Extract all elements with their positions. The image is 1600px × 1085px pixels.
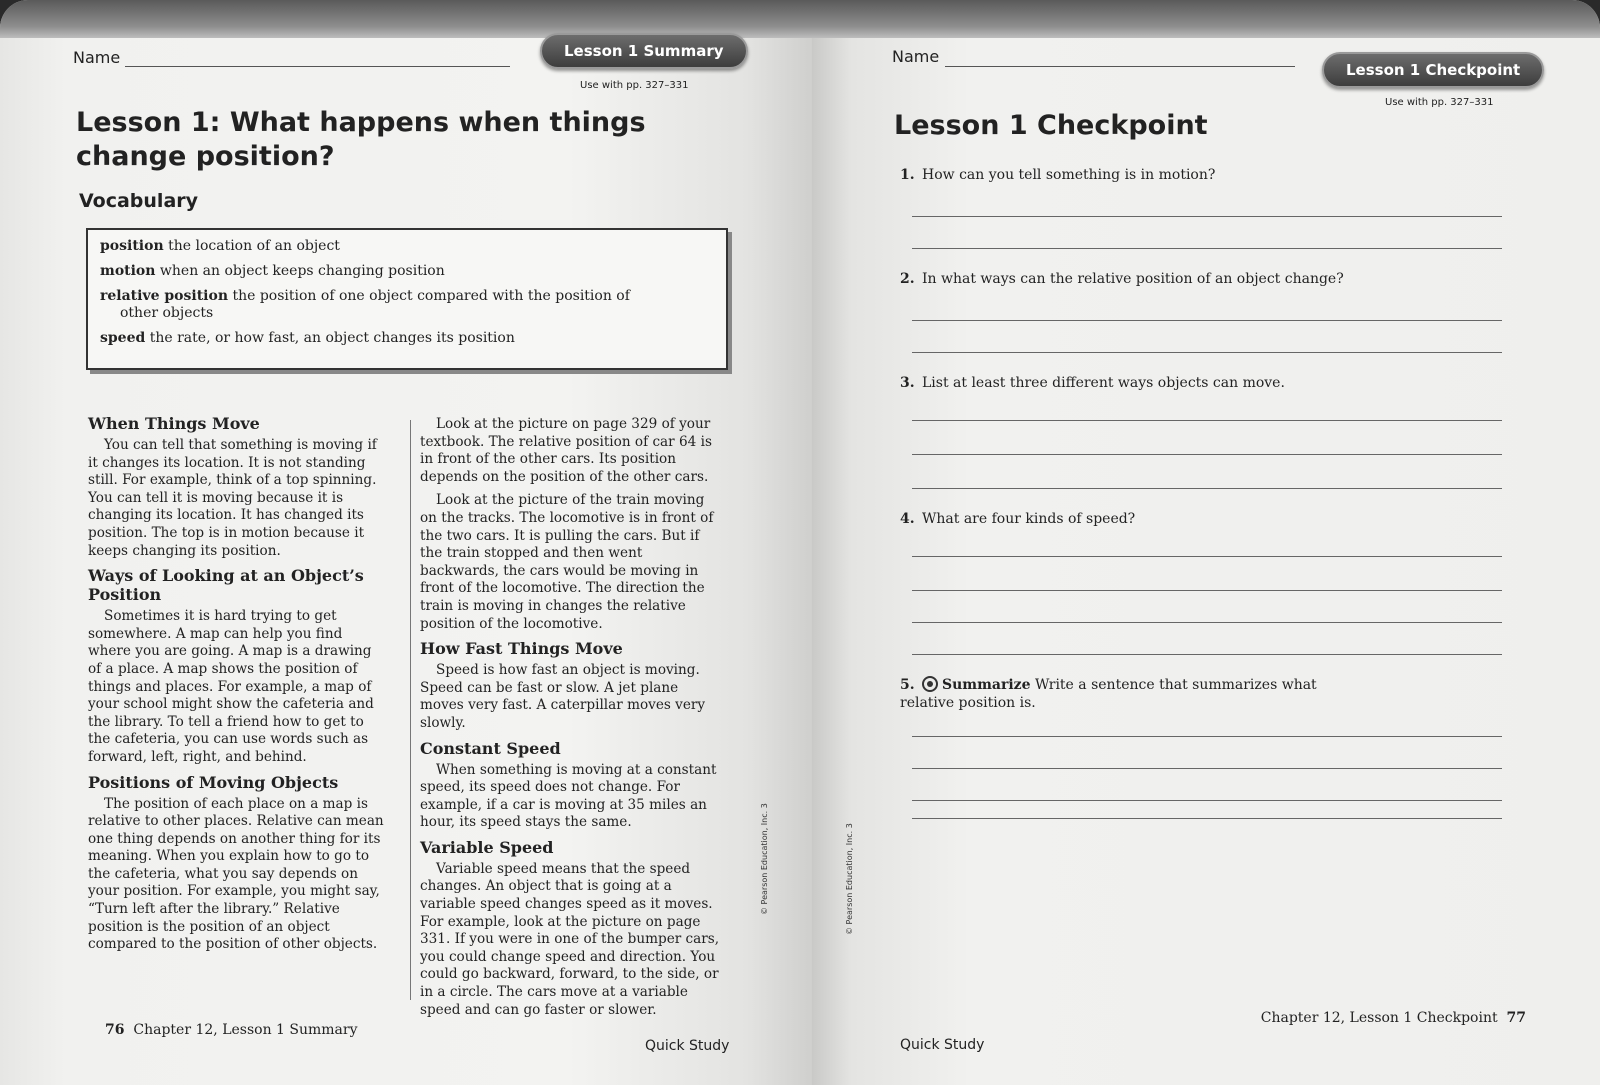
left-column <box>88 414 388 960</box>
vocab-item: speed the rate, or how fast, an object changes its position <box>100 330 515 346</box>
section-heading: When Things Move <box>88 414 260 433</box>
right-page-top-band <box>812 0 1600 38</box>
right-page <box>812 0 1600 1085</box>
answer-line[interactable] <box>912 488 1502 489</box>
answer-line[interactable] <box>912 768 1502 769</box>
section-heading: Variable Speed <box>420 837 554 857</box>
answer-line[interactable] <box>912 216 1502 217</box>
use-with-pages: Use with pp. 327–331 <box>580 80 689 91</box>
answer-line[interactable] <box>912 320 1502 321</box>
copyright-notice: © Pearson Education, Inc. 3 <box>845 823 854 935</box>
answer-line[interactable] <box>912 622 1502 623</box>
answer-line[interactable] <box>912 454 1502 455</box>
answer-line[interactable] <box>912 420 1502 421</box>
answer-line[interactable] <box>912 248 1502 249</box>
question-1: 1. How can you tell something is in motion? <box>900 167 1216 183</box>
paragraph: Variable speed means that the speed changes. An object that is going at a variable speed changes speed as it moves. For example, look at the picture on page 331. If you were in one of the bumper cars, you could change speed and direction. You could go backward, forward, to the side, or in a circle. The cars move at a variable speed and can go faster or slower. <box>420 860 720 1018</box>
page-title: Lesson 1 Checkpoint <box>894 110 1208 141</box>
question-2: 2. In what ways can the relative position of an object change? <box>900 271 1344 287</box>
page-number: 76 <box>105 1022 125 1038</box>
quick-study-label: Quick Study <box>645 1038 730 1054</box>
footer: Chapter 12, Lesson 1 Checkpoint 77 <box>1260 1010 1526 1026</box>
answer-line[interactable] <box>912 800 1502 801</box>
question-4: 4. What are four kinds of speed? <box>900 511 1136 527</box>
use-with-pages: Use with pp. 327–331 <box>1385 97 1494 108</box>
paragraph: Look at the picture of the train moving on the tracks. The locomotive is in front of the two cars. It is pulling the cars. But if the train stopped and then went backwards, the cars would be moving in front of the locomotive. The direction the train is moving in changes the relative position of the locomotive. <box>420 492 714 632</box>
vocabulary-box <box>86 228 728 370</box>
footer: 76 Chapter 12, Lesson 1 Summary <box>105 1022 358 1038</box>
paragraph: Speed is how fast an object is moving. Speed can be fast or slow. A jet plane moves very fast. A caterpillar moves very slowly. <box>420 662 706 731</box>
summarize-icon <box>922 676 938 692</box>
name-line <box>125 66 510 67</box>
quick-study-label: Quick Study <box>900 1037 985 1053</box>
copyright-notice: © Pearson Education, Inc. 3 <box>760 803 769 915</box>
section-heading: Constant Speed <box>420 738 561 758</box>
vocab-item: relative position the position of one object compared with the position of other objects <box>100 288 630 321</box>
lesson-summary-badge: Lesson 1 Summary <box>540 33 748 69</box>
paragraph: Look at the picture on page 329 of your textbook. The relative position of car 64 is in front of the other cars. Its position depends on the position of the other cars. <box>420 416 712 485</box>
right-column <box>420 416 720 1025</box>
page-title: Lesson 1: What happens when things change position? <box>76 107 646 172</box>
answer-line[interactable] <box>912 352 1502 353</box>
paragraph: When something is moving at a constant speed, its speed does not change. For example, if a car is moving at 35 miles an hour, its speed stays the same. <box>420 761 717 831</box>
lesson-checkpoint-badge: Lesson 1 Checkpoint <box>1322 52 1544 88</box>
paragraph: You can tell that something is moving if it changes its location. It is not standing still. For example, think of a top spinning. You can tell it is moving because it is changing its location. It has changed its position. The top is in motion because it keeps changing its position. <box>88 437 377 559</box>
vocabulary-heading: Vocabulary <box>79 190 199 212</box>
answer-line[interactable] <box>912 654 1502 655</box>
answer-line[interactable] <box>912 736 1502 737</box>
section-heading: Positions of Moving Objects <box>88 772 339 792</box>
section-heading: How Fast Things Move <box>420 639 623 659</box>
section-heading: Ways of Looking at an Object’s Position <box>88 566 364 605</box>
question-3: 3. List at least three different ways objects can move. <box>900 375 1285 391</box>
name-label: Name <box>73 48 121 67</box>
name-line <box>945 66 1295 67</box>
question-5: 5. Summarize Write a sentence that summarizes what relative position is. <box>900 677 1317 711</box>
column-divider <box>410 420 411 1000</box>
answer-line[interactable] <box>912 590 1502 591</box>
name-label: Name <box>892 47 940 66</box>
vocab-item: position the location of an object <box>100 238 340 254</box>
answer-line[interactable] <box>912 818 1502 819</box>
paragraph: Sometimes it is hard trying to get somewhere. A map can help you find where you are going. A map is a drawing of a place. A map shows the position of things and places. For example, a map of your school might show the cafeteria and the library. To tell a friend how to get to the cafeteria, you can use words such as forward, left, right, and behind. <box>88 608 374 765</box>
vocab-item: motion when an object keeps changing position <box>100 263 445 279</box>
paragraph: The position of each place on a map is relative to other places. Relative can mean one thing depends on another thing for its meaning. When you explain how to go to the cafeteria, what you say depends on your position. For example, you might say, “Turn left after the library.” Relative position is the position of an object compared to the position of other objects. <box>88 795 384 953</box>
answer-line[interactable] <box>912 556 1502 557</box>
page-number: 77 <box>1506 1010 1526 1026</box>
